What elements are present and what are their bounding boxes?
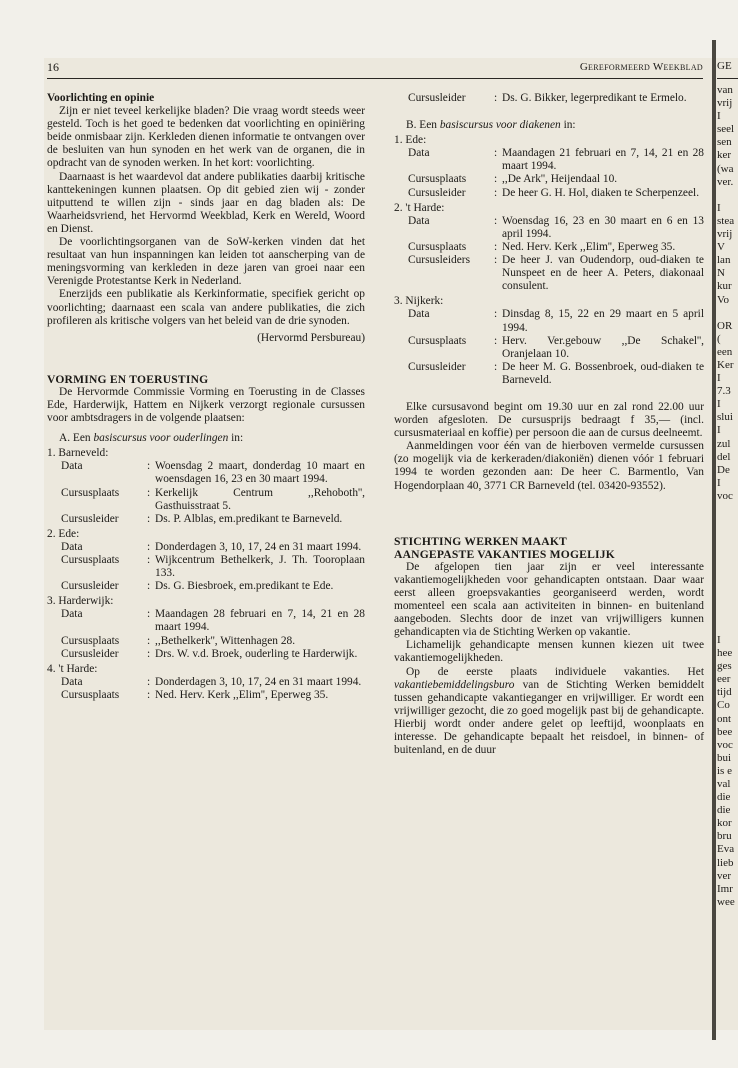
row-value: De heer J. van Oudendorp, oud-diaken te Nunspeet en de heer A. Peters, diakonaal consulent. <box>502 254 704 293</box>
edge-fragment: ges <box>717 660 732 673</box>
course-row <box>408 215 704 241</box>
row-value: Donderdagen 3, 10, 17, 24 en 31 maart 1994. <box>155 675 362 688</box>
edge-fragment: del <box>717 450 731 463</box>
row-separator: : <box>494 254 498 267</box>
course-location: 4. 't Harde: <box>47 662 98 675</box>
course-location: 2. 't Harde: <box>394 201 445 214</box>
edge-fragment: van <box>717 84 733 96</box>
row-label: Cursusleider <box>408 186 466 199</box>
page-header <box>47 58 703 79</box>
info-paragraph: Aanmeldingen voor één van de hierboven vermelde cursussen (zo mogelijk via de kerkeraden/diakoniën) dienen vóór 1 februari 1994 te worden gezonden aan: De heer C. Barmentlo, Van Hogendorplaan 40, 3771 CR Barneveld (tel. 03420-93552). <box>394 440 704 492</box>
course-a-locations <box>47 447 365 702</box>
row-value: Maandagen 28 februari en 7, 14, 21 en 28 maart 1994. <box>155 608 365 634</box>
row-label: Data <box>61 675 83 688</box>
edge-fragment: bui <box>717 751 732 764</box>
edge-fragment: lan <box>717 254 731 267</box>
row-label: Cursusleider <box>61 580 119 593</box>
edge-fragment: ( <box>717 332 721 345</box>
edge-fragment <box>717 529 738 542</box>
course-row <box>408 254 704 293</box>
row-separator: : <box>494 214 498 227</box>
course-row <box>408 173 704 186</box>
row-label: Data <box>408 214 430 227</box>
edge-fragment <box>717 189 738 202</box>
row-separator: : <box>147 486 151 499</box>
edge-fragment: seel <box>717 123 735 136</box>
edge-fragment: slui <box>717 411 733 424</box>
row-separator: : <box>147 554 151 566</box>
edge-fragment: I <box>717 476 721 489</box>
row-separator: : <box>147 675 151 688</box>
row-value: Donderdagen 3, 10, 17, 24 en 31 maart 1994. <box>155 540 362 553</box>
row-value: Ds. G. Biesbroek, em.predikant te Ede. <box>155 580 334 593</box>
edge-fragment: Vo <box>717 293 730 306</box>
course-row <box>61 676 365 689</box>
stichting-heading-line1: STICHTING WERKEN MAAKT <box>394 534 567 548</box>
row-label: Cursusleiders <box>408 254 471 267</box>
edge-fragment <box>717 503 738 516</box>
course-row <box>408 335 704 361</box>
info-paragraph: Elke cursusavond begint om 19.30 uur en zal rond 22.00 uur worden afgesloten. De cursusprijs bedraagt f 35,— (incl. cursusmateriaal en koffie) per persoon die aan de cursus deelneemt. <box>394 400 704 440</box>
edge-fragment: ker <box>717 149 732 162</box>
edge-fragment: hee <box>717 647 733 660</box>
row-separator: : <box>494 334 498 347</box>
edge-fragment: die <box>717 791 731 804</box>
edge-fragment: is e <box>717 764 732 777</box>
edge-fragment <box>717 568 738 581</box>
row-label: Cursusplaats <box>61 554 120 566</box>
row-value: Ds. G. Bikker, legerpredikant te Ermelo. <box>502 92 687 104</box>
edge-fragment: tijd <box>717 686 732 699</box>
edge-fragment: ont <box>717 712 732 725</box>
course-location: 3. Nijkerk: <box>394 295 444 308</box>
edge-fragment: val <box>717 777 731 790</box>
edge-fragment <box>717 516 738 529</box>
left-column <box>47 92 365 702</box>
edge-fragment: I <box>717 110 721 123</box>
edge-fragment <box>717 621 738 634</box>
row-label: Data <box>61 540 83 553</box>
edge-fragment: Imr <box>717 882 733 895</box>
voorlichting-paragraph: De voorlichtingsorganen van de SoW-kerken vinden dat het resultaat van hun inspanningen kan leiden tot aanscherping van de meningsvorming van kerkleden in deze jaren van groei naar een Verenigde Protestantse Kerk in Nederland. <box>47 236 365 288</box>
edge-fragment <box>717 555 738 568</box>
row-value: Wijkcentrum Bethelkerk, J. Th. Tooroplaan 133. <box>155 554 365 580</box>
course-row <box>408 361 704 387</box>
edge-fragment: Co <box>717 699 730 712</box>
edge-fragment: I <box>717 633 721 646</box>
edge-fragment <box>717 542 738 555</box>
row-value: Maandagen 21 februari en 7, 14, 21 en 28 maart 1994. <box>502 147 704 173</box>
row-label: Data <box>61 460 83 473</box>
course-location: 1. Barneveld: <box>47 447 109 460</box>
voorlichting-heading: Voorlichting en opinie <box>47 92 155 104</box>
row-value: Ned. Herv. Kerk ,,Elim'', Eperweg 35. <box>502 240 676 253</box>
row-value: Woensdag 16, 23 en 30 maart en 6 en 13 april 1994. <box>502 214 704 240</box>
edge-fragment: (wa <box>717 162 734 175</box>
row-label: Cursusplaats <box>61 688 120 701</box>
edge-fragment: een <box>717 345 733 358</box>
course-row <box>61 487 365 513</box>
row-value: De heer G. H. Hol, diaken te Scherpenzeel. <box>502 186 700 199</box>
row-separator: : <box>494 360 498 373</box>
edge-fragment: kor <box>717 817 732 830</box>
voorlichting-paragraph: Zijn er niet teveel kerkelijke bladen? Die vraag wordt steeds weer gesteld. Toch is het goed te bedenken dat voorlichting en opiniëring beide onmisbaar zijn. Kerkleden dienen informatie te ontvangen over de besluiten van hun synoden en het werk van de organen, die in opdracht van de synoden werken. In het kort: voorlichting. <box>47 105 365 170</box>
edge-fragment: vrij <box>717 97 733 110</box>
row-label: Data <box>61 608 83 621</box>
course-a-heading: A. Een basiscursus voor ouderlingen in: <box>59 432 244 445</box>
row-separator: : <box>147 512 151 525</box>
edge-fragment <box>717 608 738 621</box>
edge-fragment: I <box>717 201 721 214</box>
row-value: De heer M. G. Bossenbroek, oud-diaken te Barneveld. <box>502 360 704 386</box>
course-b-heading: B. Een basiscursus voor diakenen in: <box>406 119 576 132</box>
edge-fragment: voc <box>717 738 733 751</box>
right-column <box>394 92 704 757</box>
course-row <box>408 147 704 173</box>
edge-fragment: bee <box>717 725 733 738</box>
row-value: ,,De Ark'', Heijendaal 10. <box>502 173 618 186</box>
edge-fragment: N <box>717 267 725 280</box>
edge-fragment: 7.3 <box>717 385 731 398</box>
row-label: Data <box>408 308 430 321</box>
next-page-header: GE <box>717 60 738 79</box>
edge-fragment: De <box>717 463 730 476</box>
row-label: Cursusplaats <box>408 334 467 347</box>
edge-fragment: lieb <box>717 856 734 869</box>
page-gutter <box>712 40 716 1040</box>
row-value: Dinsdag 8, 15, 22 en 29 maart en 5 april 1994. <box>502 308 704 334</box>
course-row <box>61 541 365 554</box>
row-label: Data <box>408 147 430 160</box>
course-row <box>61 580 365 593</box>
edge-fragment: Ker <box>717 358 734 371</box>
course-row <box>61 648 365 661</box>
course-row: Cursusleider : Ds. G. Bikker, legerpredikant te Ermelo. <box>408 92 704 105</box>
edge-fragment: die <box>717 804 731 817</box>
row-separator: : <box>147 647 151 660</box>
edge-fragment: OR <box>717 319 733 332</box>
stichting-paragraph: Op de eerste plaats individuele vakanties. Het vakantiebemiddelingsburo van de Stichting Werken bemiddelt tussen gehandicapte vakantieganger en vrijwilliger. Er wordt een vrijwilliger gezocht, die zo goed mogelijk past bij de gehandicapte. Hierbij wordt onder andere gelet op leeftijd, woonplaats en interesse. De gehandicapte bepaalt het reisdoel, in binnen- of buitenland, en de duur <box>394 665 704 757</box>
voorlichting-paragraph: Daarnaast is het waardevol dat andere publikaties daarbij kritische kanttekeningen kunnen plaatsen. Op dit gebied zien wij - zonder uitputtend te willen zijn - sinds jaar en dag bladen als: De Waarheidsvriend, het Hervormd Weekblad, Kerk en Wereld, Woord en Dienst. <box>47 170 365 235</box>
row-separator: : <box>147 688 151 701</box>
stichting-heading-line2: AANGEPASTE VAKANTIES MOGELIJK <box>394 547 615 561</box>
row-label: Cursusleider <box>61 512 119 525</box>
course-b-locations <box>394 134 704 387</box>
row-separator: : <box>147 540 151 553</box>
next-page-edge-text <box>717 84 738 909</box>
row-separator: : <box>494 308 498 321</box>
course-row <box>61 689 365 702</box>
row-value: ,,Bethelkerk'', Wittenhagen 28. <box>155 634 296 647</box>
row-separator: : <box>494 147 498 160</box>
course-row <box>408 241 704 254</box>
course-row <box>61 635 365 648</box>
edge-fragment: eer <box>717 673 731 686</box>
page-number: 16 <box>47 60 59 74</box>
row-label: Cursusplaats <box>408 240 467 253</box>
edge-fragment <box>717 307 738 320</box>
edge-fragment: wee <box>717 895 735 908</box>
row-separator: : <box>494 186 498 199</box>
edge-fragment: voc <box>717 489 733 502</box>
course-location: 1. Ede: <box>394 134 427 147</box>
edge-fragment: I <box>717 398 721 411</box>
course-row <box>408 187 704 200</box>
edge-fragment: kur <box>717 280 732 293</box>
course-location: 3. Harderwijk: <box>47 595 114 608</box>
course-location: 2. Ede: <box>47 527 80 540</box>
edge-fragment: Eva <box>717 843 735 856</box>
edge-fragment <box>717 582 738 595</box>
stichting-paragraph: De afgelopen tien jaar zijn er veel interessante vakantiemogelijkheden voor gehandicapten ontstaan. Daar waar eerst alleen groepsvakanties georganiseerd werden, wordt momenteel een scala aan activiteiten in binnen- en buitenland aangeboden. Slechts door de inzet van vrijwilligers kunnen gehandicapten via de Stichting Werken op vakantie. <box>394 560 704 639</box>
row-value: Ds. P. Alblas, em.predikant te Barneveld. <box>155 512 343 525</box>
row-label: Cursusplaats <box>408 173 467 186</box>
edge-fragment: I <box>717 424 721 437</box>
row-label: Cursusplaats <box>61 486 120 499</box>
attribution: (Hervormd Persbureau) <box>257 331 365 344</box>
row-value: Herv. Ver.gebouw ,,De Schakel'', Oranjelaan 10. <box>502 334 704 360</box>
voorlichting-paragraph: Enerzijds een publikatie als Kerkinformatie, specifiek gericht op voorlichting; daarnaast een scala van andere publikaties, die zich profileren als kritische volgers van het beleid van de drie synoden. <box>47 288 365 327</box>
edge-fragment <box>717 595 738 608</box>
edge-fragment: ver <box>717 869 732 882</box>
vorming-heading: VORMING EN TOERUSTING <box>47 372 209 386</box>
edge-fragment: stea <box>717 214 735 227</box>
course-row <box>61 554 365 580</box>
row-separator: : <box>147 634 151 647</box>
course-row <box>61 460 365 486</box>
row-label: Cursusplaats <box>61 634 120 647</box>
vorming-intro: De Hervormde Commissie Vorming en Toerusting in de Classes Ede, Harderwijk, Hattem en Nijkerk verzorgt regionale cursussen voor ambtsdragers in de volgende plaatsen: <box>47 385 365 425</box>
edge-fragment: bru <box>717 830 732 843</box>
row-value: Drs. W. v.d. Broek, ouderling te Harderwijk. <box>155 647 358 660</box>
edge-fragment: I <box>717 372 721 385</box>
row-value: Woensdag 2 maart, donderdag 10 maart en woensdagen 16, 23 en 30 maart 1994. <box>155 460 365 486</box>
row-value: Ned. Herv. Kerk ,,Elim'', Eperweg 35. <box>155 688 329 701</box>
edge-fragment: V <box>717 241 725 254</box>
row-label: Cursusleider <box>408 92 466 104</box>
row-label: Cursusleider <box>408 360 466 373</box>
row-value: Kerkelijk Centrum ,,Rehoboth'', Gasthuisstraat 5. <box>155 486 365 512</box>
row-separator: : <box>494 173 498 186</box>
edge-fragment: sen <box>717 136 732 149</box>
course-row <box>61 513 365 526</box>
course-row <box>61 608 365 634</box>
course-row <box>408 308 704 334</box>
row-separator: : <box>147 460 151 473</box>
row-label: Cursusleider <box>61 647 119 660</box>
edge-fragment: ver. <box>717 175 734 188</box>
stichting-paragraph: Lichamelijk gehandicapte mensen kunnen kiezen uit twee vakantiemogelijkheden. <box>394 639 704 665</box>
row-separator: : <box>494 240 498 253</box>
journal-title: Gereformeerd Weekblad <box>579 61 703 73</box>
row-separator: : <box>147 608 151 621</box>
row-separator: : <box>147 580 151 593</box>
edge-fragment: zul <box>717 437 731 450</box>
edge-fragment: vrij <box>717 228 733 241</box>
